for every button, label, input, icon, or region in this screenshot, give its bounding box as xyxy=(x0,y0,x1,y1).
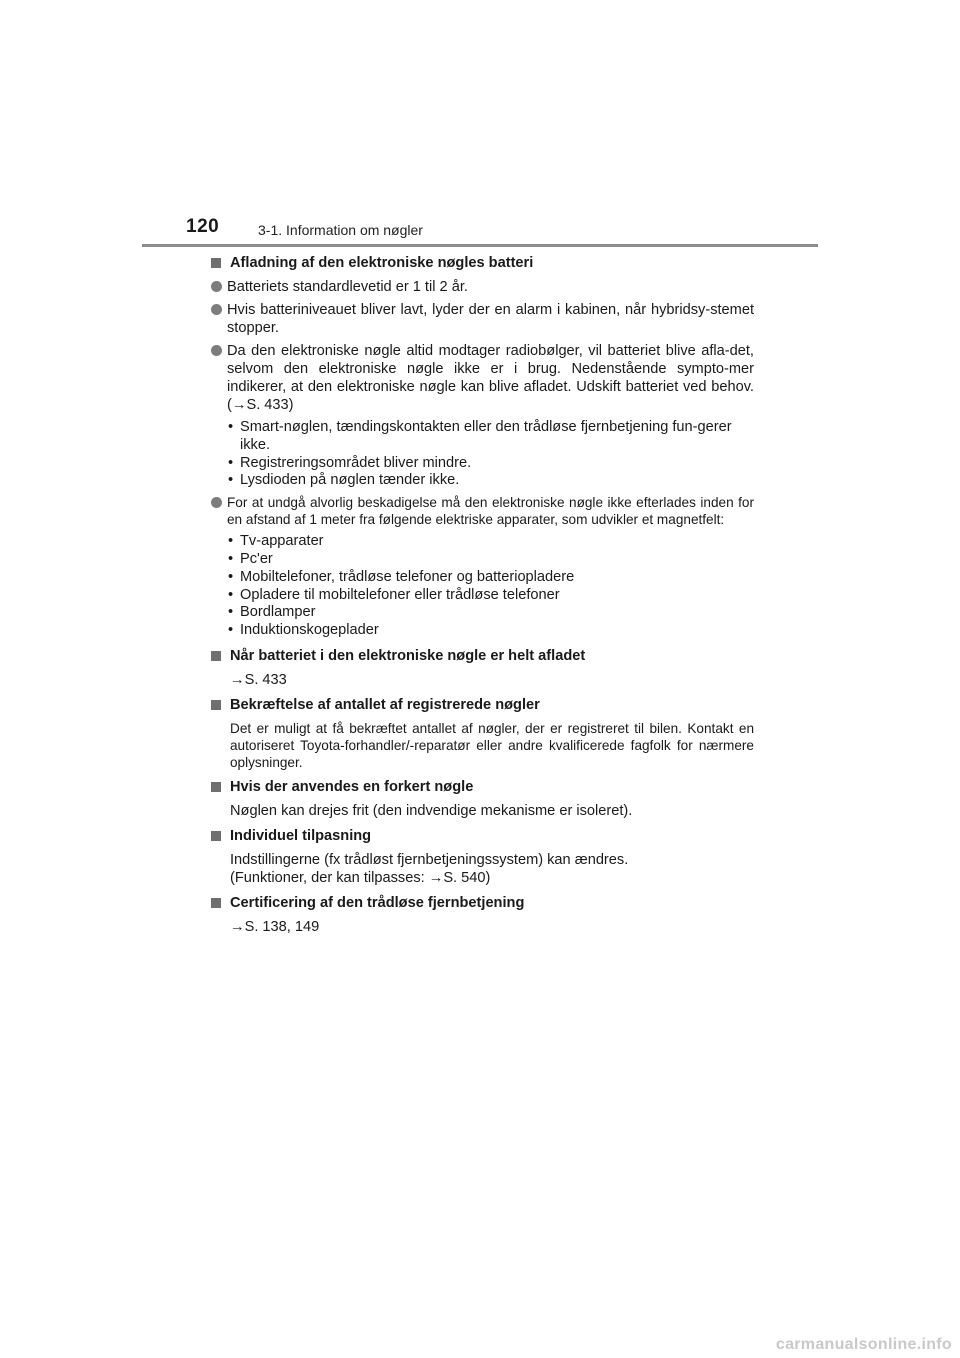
list-item: • Mobiltelefoner, trådløse telefoner og batteriopladere xyxy=(228,568,575,585)
page-reference: →S. 138, 149 xyxy=(230,918,320,935)
square-bullet-icon xyxy=(211,831,221,841)
section-heading: Når batteriet i den elektroniske nøgle er helt afladet xyxy=(210,647,754,665)
list-item: For at undgå alvorlig beskadigelse må den elektroniske nøgle ikke efterlades inden for en afstand af 1 meter fra følgende elektriske apparater, som udvikler et magnetfelt: xyxy=(210,494,754,528)
list-item: • Registreringsområdet bliver mindre. xyxy=(228,454,472,471)
list-item: Hvis batteriniveauet bliver lavt, lyder der en alarm i kabinen, når hybridsy-stemet stopper. xyxy=(210,301,754,337)
list-item: Batteriets standardlevetid er 1 til 2 år. xyxy=(210,278,754,296)
page-reference: →S. 433 xyxy=(230,671,287,688)
section-heading: Bekræftelse af antallet af registrerede nøgler xyxy=(210,696,754,714)
section-wrong-key xyxy=(210,778,754,820)
page-content xyxy=(210,254,754,943)
body-text: Indstillingerne (fx trådløst fjernbetjeningssystem) kan ændres. xyxy=(230,851,629,868)
circle-bullet-icon xyxy=(211,304,222,315)
square-bullet-icon xyxy=(211,782,221,792)
square-bullet-icon xyxy=(211,700,221,710)
body-text: Nøglen kan drejes frit (den indvendige mekanisme er isoleret). xyxy=(230,802,633,819)
circle-bullet-icon xyxy=(211,345,222,356)
section-heading: Certificering af den trådløse fjernbetjening xyxy=(210,894,754,912)
section-depleted xyxy=(210,647,754,689)
section-registered-keys xyxy=(210,696,754,771)
list-item: • Lysdioden på nøglen tænder ikke. xyxy=(228,472,460,489)
page-header xyxy=(0,0,960,250)
list-item: • Tv-apparater xyxy=(228,533,324,550)
watermark-logo: carmanualsonline.info xyxy=(775,1336,952,1353)
list-item: • Induktionskogeplader xyxy=(228,622,379,639)
section-title: 3-1. Information om nøgler xyxy=(258,222,423,238)
header-divider xyxy=(142,244,818,247)
list-item: Da den elektroniske nøgle altid modtager radiobølger, vil batteriet blive afla-det, selvom den elektroniske nøgle ikke er i brug. Nedenstående sympto-mer indikerer, at den elektroniske nøgle kan blive afladet. Udskift batteriet ved behov. (→S. 433) xyxy=(210,342,754,414)
circle-bullet-icon xyxy=(211,281,222,292)
list-item: • Bordlamper xyxy=(228,604,316,621)
list-item: • Pc'er xyxy=(228,550,273,567)
square-bullet-icon xyxy=(211,898,221,908)
symptom-list xyxy=(210,419,754,490)
list-item: • Opladere til mobiltelefoner eller trådløse telefoner xyxy=(228,586,560,603)
section-customization xyxy=(210,827,754,887)
page-reference: (Funktioner, der kan tilpasses: →S. 540) xyxy=(230,869,491,886)
appliance-list xyxy=(210,533,754,640)
section-heading: Afladning af den elektroniske nøgles batteri xyxy=(210,254,754,272)
section-heading: Hvis der anvendes en forkert nøgle xyxy=(210,778,754,796)
circle-bullet-icon xyxy=(211,497,222,508)
body-text: Det er muligt at få bekræftet antallet af nøgler, der er registreret til bilen. Kontakt en autoriseret Toyota-forhandler/-reparatør eller andre kvalificerede fagfolk for nærmere oplysninger. xyxy=(230,720,754,770)
section-certification xyxy=(210,894,754,936)
square-bullet-icon xyxy=(211,258,221,268)
section-battery xyxy=(210,254,754,640)
square-bullet-icon xyxy=(211,651,221,661)
page-number: 120 xyxy=(186,216,220,237)
list-item: • Smart-nøglen, tændingskontakten eller den trådløse fjernbetjening fun-gerer ikke. xyxy=(228,419,732,453)
section-heading: Individuel tilpasning xyxy=(210,827,754,845)
